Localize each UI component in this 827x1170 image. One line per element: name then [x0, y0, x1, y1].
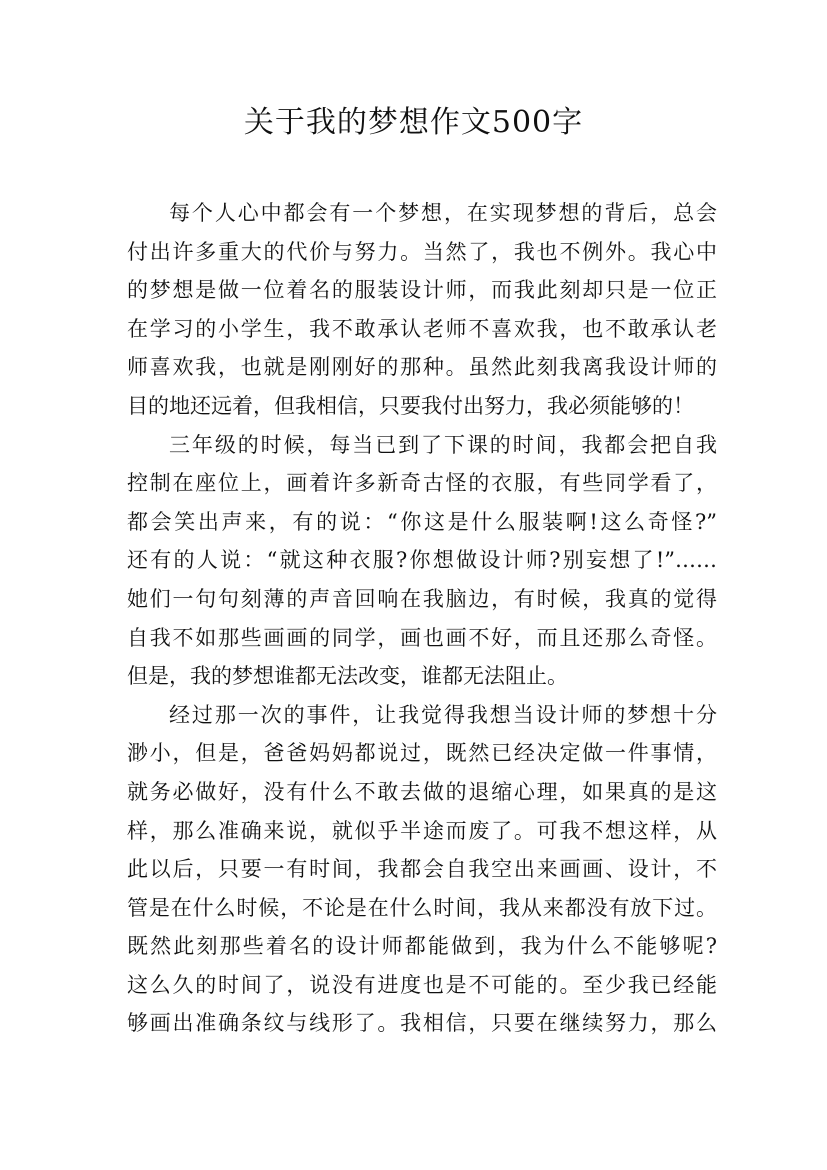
paragraph-3-line-3: 就务必做好，没有什么不敢去做的退缩心理，如果真的是这: [127, 779, 717, 804]
paragraph-1-line-5: 师喜欢我，也就是刚刚好的那种。虽然此刻我离我设计师的: [127, 355, 717, 380]
paragraph-2-line-2: 控制在座位上，画着许多新奇古怪的衣服，有些同学看了，: [127, 471, 717, 496]
paragraph-2-line-6: 自我不如那些画画的同学，画也画不好，而且还那么奇怪。: [127, 625, 717, 650]
paragraph-3-line-4: 样，那么准确来说，就似乎半途而废了。可我不想这样，从: [127, 818, 717, 843]
paragraph-1-line-6: 目的地还远着，但我相信，只要我付出努力，我必须能够的！: [127, 393, 694, 418]
paragraph-1-line-1: 每个人心中都会有一个梦想，在实现梦想的背后，总会: [169, 201, 717, 225]
paragraph-3-line-6: 管是在什么时候，不论是在什么时间，我从来都没有放下过。: [127, 895, 717, 920]
paragraph-3-line-7: 既然此刻那些着名的设计师都能做到，我为什么不能够呢?: [127, 934, 717, 959]
paragraph-1-line-3: 的梦想是做一位着名的服装设计师，而我此刻却只是一位正: [127, 278, 717, 303]
paragraph-3-line-2: 渺小，但是，爸爸妈妈都说过，既然已经决定做一件事情，: [127, 741, 717, 766]
paragraph-2-line-5: 她们一句句刻薄的声音回响在我脑边，有时候，我真的觉得: [127, 586, 717, 611]
paragraph-2-line-1: 三年级的时候，每当已到了下课的时间，我都会把自我: [169, 432, 717, 457]
paragraph-3-line-8: 这么久的时间了，说没有进度也是不可能的。至少我已经能: [127, 972, 717, 997]
paragraph-2-line-7: 但是，我的梦想谁都无法改变，谁都无法阻止。: [127, 664, 568, 689]
paragraph-3-line-9: 够画出准确条纹与线形了。我相信，只要在继续努力，那么: [127, 1011, 717, 1036]
document-title: 关于我的梦想作文500字: [243, 105, 584, 140]
paragraph-2-line-3: 都会笑出声来，有的说：“你这是什么服装啊!这么奇怪?”: [127, 509, 717, 534]
paragraph-3-line-1: 经过那一次的事件，让我觉得我想当设计师的梦想十分: [169, 702, 717, 727]
paragraph-3-line-5: 此以后，只要一有时间，我都会自我空出来画画、设计，不: [127, 857, 717, 882]
paragraph-1-line-2: 付出许多重大的代价与努力。当然了，我也不例外。我心中: [127, 239, 717, 264]
essay-body: [127, 194, 717, 1043]
paragraph-2-line-4: 还有的人说：“就这种衣服?你想做设计师?别妄想了!”……: [127, 548, 717, 573]
paragraph-1-line-4: 在学习的小学生，我不敢承认老师不喜欢我，也不敢承认老: [127, 316, 717, 341]
